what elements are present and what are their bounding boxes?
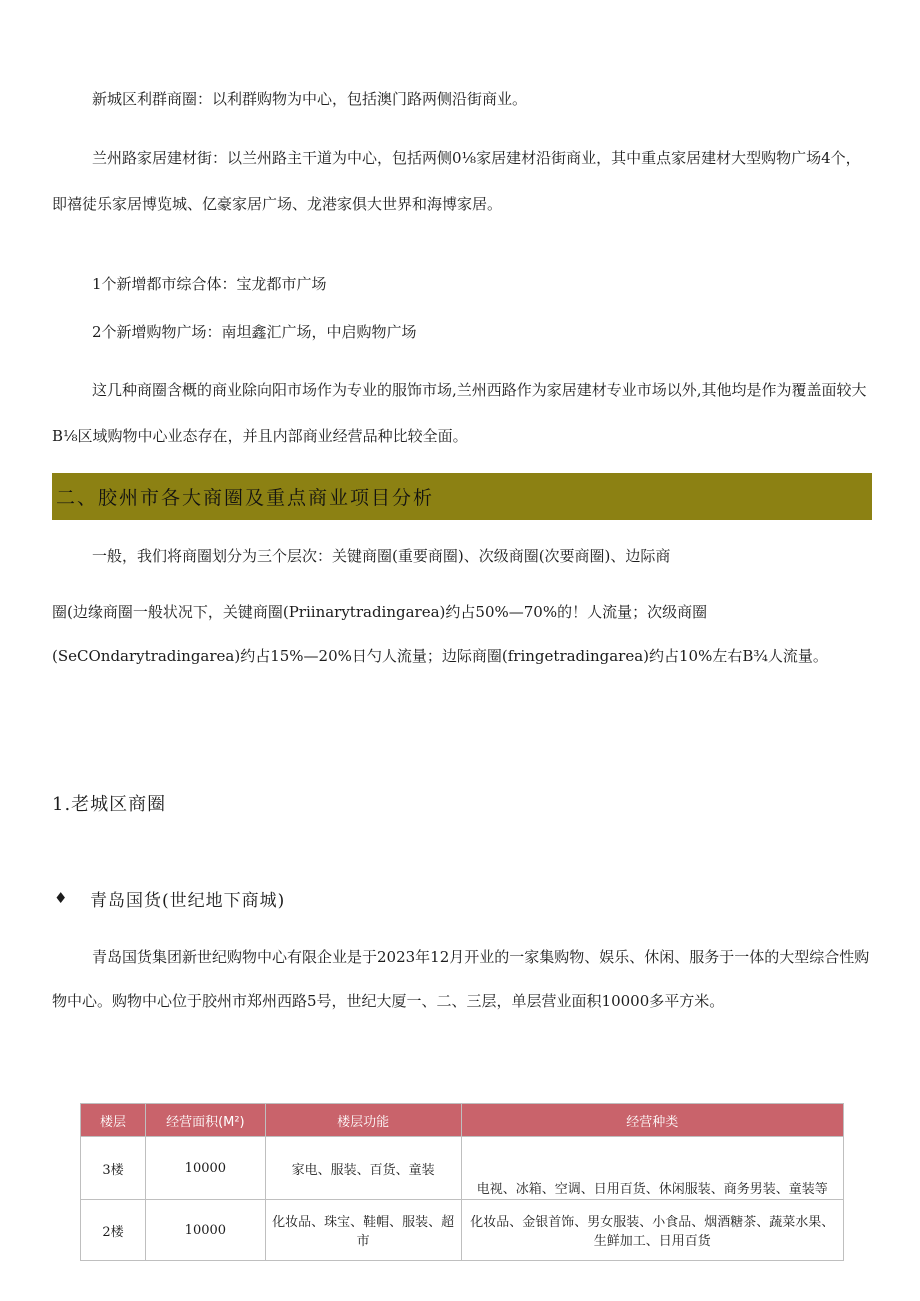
item-heading: 青岛国货(世纪地下商城) <box>90 891 286 911</box>
table-row <box>81 1137 844 1200</box>
cell-function: 化妆品、珠宝、鞋帽、服装、超市 <box>265 1200 461 1261</box>
cell-category: 电视、冰箱、空调、日用百货、休闲服装、商务男装、童装等 <box>461 1137 843 1200</box>
table-row <box>81 1200 844 1261</box>
table-header-row <box>81 1104 844 1137</box>
cell-area: 10000 <box>145 1137 265 1200</box>
cell-floor: 3楼 <box>81 1137 146 1200</box>
section-heading-bar <box>52 473 872 520</box>
section-title: 二、胶州市各大商圈及重点商业项目分析 <box>56 487 435 509</box>
paragraph-summary: 这几种商圈含概的商业除向阳市场作为专业的服饰市场,兰州西路作为家居建材专业市场以外,其他均是作为覆盖面较大B⅛区域购物中心业态存在，并且内部商业经营品种比较全面。 <box>52 381 867 445</box>
paragraph-licun: 新城区利群商圈：以利群购物为中心，包括澳门路两侧沿街商业。 <box>92 90 528 108</box>
subheading-old-city: 1.老城区商圈 <box>52 794 167 815</box>
item-description: 青岛国货集团新世纪购物中心有限企业是于2023年12月开业的一家集购物、娱乐、休闲、服务于一体的大型综合性购物中心。购物中心位于胶州市郑州西路5号，世纪大厦一、二、三层，单层营业面积10000多平方米。 <box>52 948 870 1010</box>
header-category: 经营种类 <box>461 1104 843 1137</box>
cell-category: 化妆品、金银首饰、男女服装、小食品、烟酒糖茶、蔬菜水果、生鲜加工、日用百货 <box>461 1200 843 1261</box>
header-floor: 楼层 <box>81 1104 146 1137</box>
paragraph-new-complex: 1个新增都市综合体：宝龙都市广场 <box>92 275 327 293</box>
intro-first-line: 一般，我们将商圈划分为三个层次：关键商圈(重要商圈)、次级商圈(次要商圈)、边际商 <box>92 547 671 565</box>
header-function: 楼层功能 <box>265 1104 461 1137</box>
cell-area: 10000 <box>145 1200 265 1261</box>
intro-paragraph: 圈(边缘商圈一般状况下，关键商圈(Priinarytradingarea)约占50%—70%的！人流量；次级商圈(SeCOndarytradingarea)约占15%—20%日勺人流量；边际商圈(fringetradingarea)约占10%左右B¾人流量。 <box>52 603 828 665</box>
paragraph-lanzhou-road: 兰州路家居建材街：以兰州路主干道为中心，包括两侧0⅛家居建材沿街商业，其中重点家居建材大型购物广场4个，即禧徒乐家居博览城、亿豪家居广场、龙港家俱大世界和海博家居。 <box>52 149 861 213</box>
cell-function: 家电、服装、百货、童装 <box>265 1137 461 1200</box>
floor-table <box>80 1103 844 1261</box>
paragraph-new-malls: 2个新增购物广场：南坦鑫汇广场，中启购物广场 <box>92 323 417 341</box>
cell-floor: 2楼 <box>81 1200 146 1261</box>
diamond-bullet-icon: ♦ <box>54 889 68 907</box>
header-area: 经营面积(M²) <box>145 1104 265 1137</box>
